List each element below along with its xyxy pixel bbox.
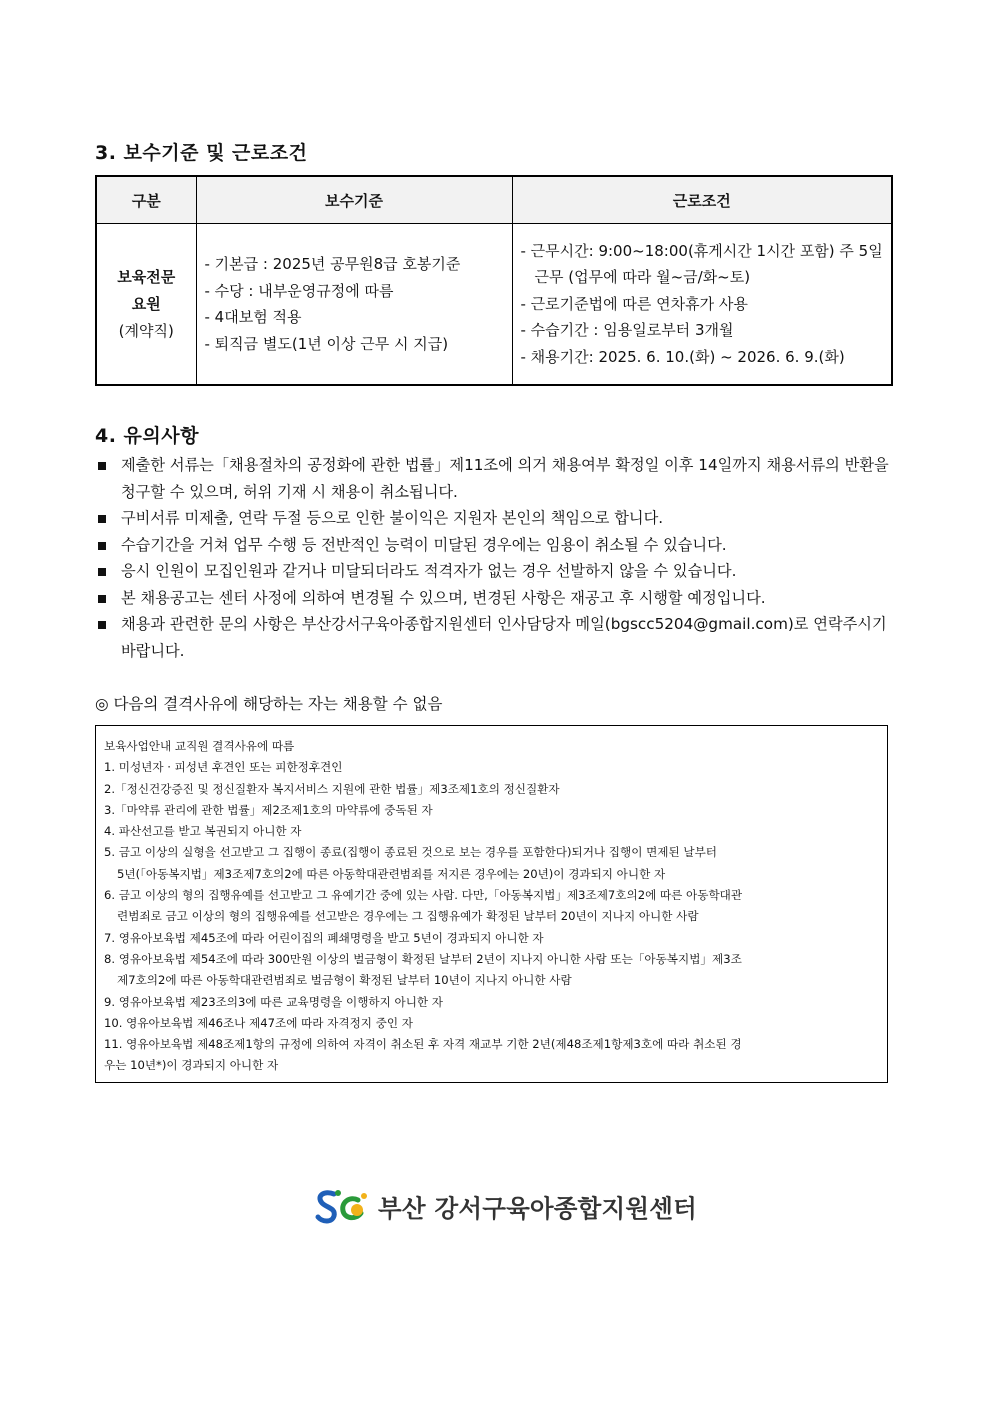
list-item: 제출한 서류는「채용절차의 공정화에 관한 법률」제11조에 의거 채용여부 확정일 이후 14일까지 채용서류의 반환을 청구할 수 있으며, 허위 기재 시 채용이 취소됩니다. bbox=[95, 452, 900, 505]
pay-item: - 퇴직금 별도(1년 이상 근무 시 지급) bbox=[204, 334, 449, 353]
list-item: 응시 인원이 모집인원과 같거나 미달되더라도 적격자가 없는 경우 선발하지 않을 수 있습니다. bbox=[95, 558, 900, 585]
pay-item: - 4대보험 적용 bbox=[204, 308, 302, 326]
disqualify-line: 1. 미성년자 · 피성년 후견인 또는 피한정후견인 bbox=[104, 760, 343, 775]
header-pay: 보수기준 bbox=[196, 176, 512, 224]
disqualify-line: 제7호의2에 따른 아동학대관련범죄로 벌금형이 확정된 날부터 10년이 지나지 아니한 사람 bbox=[117, 973, 572, 988]
disqualify-line: 7. 영유아보육법 제45조에 따라 어린이집의 폐쇄명령을 받고 5년이 경과되지 아니한 자 bbox=[104, 930, 544, 945]
pay-item: - 기본급 : 2025년 공무원8급 호봉기준 bbox=[204, 255, 461, 273]
disqualify-line: 4. 파산선고를 받고 복권되지 아니한 자 bbox=[104, 824, 302, 839]
pay-cell bbox=[196, 224, 512, 386]
square-bullet-icon bbox=[98, 515, 106, 523]
list-item: 채용과 관련한 문의 사항은 부산강서구육아종합지원센터 인사담당자 메일(bgscc5204@gmail.com)로 연락주시기 바랍니다. bbox=[95, 611, 900, 664]
notice-list bbox=[95, 452, 900, 664]
disqualify-line: 우는 10년*)이 경과되지 아니한 자 bbox=[104, 1058, 279, 1073]
sc-logo-icon bbox=[314, 1186, 372, 1228]
disqualify-line: 9. 영유아보육법 제23조의3에 따른 교육명령을 이행하지 아니한 자 bbox=[104, 994, 443, 1009]
work-cell bbox=[512, 224, 892, 386]
disqualify-box bbox=[95, 725, 888, 1083]
disqualify-line: 련범죄로 금고 이상의 형의 집행유예를 선고받은 경우에는 그 집행유예가 확정된 날부터 20년이 지나지 아니한 사람 bbox=[117, 909, 699, 924]
header-category: 구분 bbox=[96, 176, 196, 224]
list-item: 구비서류 미제출, 연락 두절 등으로 인한 불이익은 지원자 본인의 책임으로 합니다. bbox=[95, 505, 900, 532]
role-line2: 요원 bbox=[131, 294, 161, 313]
disqualify-line: 보육사업안내 교직원 결격사유에 따름 bbox=[104, 739, 295, 753]
square-bullet-icon bbox=[98, 621, 106, 629]
section3-title: 3. 보수기준 및 근로조건 bbox=[95, 142, 308, 164]
disqualify-line: 5년(「아동복지법」제3조제7호의2에 따른 아동학대관련범죄를 저지른 경우에는 20년)이 경과되지 아니한 자 bbox=[117, 866, 666, 881]
pay-item: - 수당 : 내부운영규정에 따름 bbox=[204, 281, 394, 300]
disqualify-title: ◎ 다음의 결격사유에 해당하는 자는 채용할 수 없음 bbox=[95, 695, 443, 713]
list-item: 수습기간을 거쳐 업무 수행 등 전반적인 능력이 미달된 경우에는 임용이 취소될 수 있습니다. bbox=[95, 532, 900, 559]
table-row bbox=[96, 224, 892, 386]
work-item: - 근무시간: 9:00~18:00(휴게시간 1시간 포함) 주 5일 근무 (업무에 따라 월~금/화~토) bbox=[520, 241, 883, 287]
disqualify-line: 8. 영유아보육법 제54조에 따라 300만원 이상의 벌금형이 확정된 날부터 2년이 지나지 아니한 사람 또는「아동복지법」제3조 bbox=[104, 951, 742, 966]
square-bullet-icon bbox=[98, 595, 106, 603]
disqualify-line: 2.「정신건강증진 및 정신질환자 복지서비스 지원에 관한 법률」제3조제1호의 정신질환자 bbox=[104, 781, 560, 796]
list-item: 본 채용공고는 센터 사정에 의하여 변경될 수 있으며, 변경된 사항은 재공고 후 시행할 예정입니다. bbox=[95, 585, 900, 612]
disqualify-line: 11. 영유아보육법 제48조제1항의 규정에 의하여 자격이 취소된 후 자격 재교부 기한 2년(제48조제1항제3호에 따라 취소된 경 bbox=[104, 1037, 742, 1052]
org-name: 부산 강서구육아종합지원센터 bbox=[378, 1193, 697, 1223]
work-item: - 수습기간 : 임용일로부터 3개월 bbox=[520, 321, 734, 340]
square-bullet-icon bbox=[98, 542, 106, 550]
role-line3: (계약직) bbox=[118, 321, 174, 340]
work-item: - 채용기간: 2025. 6. 10.(화) ~ 2026. 6. 9.(화) bbox=[520, 347, 845, 366]
section4-title: 4. 유의사항 bbox=[95, 425, 199, 447]
disqualify-line: 5. 금고 이상의 실형을 선고받고 그 집행이 종료(집행이 종료된 것으로 보는 경우를 포함한다)되거나 집행이 면제된 날부터 bbox=[104, 845, 717, 860]
table-header-row bbox=[96, 176, 892, 224]
header-work: 근로조건 bbox=[512, 176, 892, 224]
role-cell bbox=[96, 224, 196, 386]
pay-conditions-table bbox=[95, 175, 893, 386]
footer-logo bbox=[314, 1186, 697, 1228]
role-line1: 보육전문 bbox=[117, 267, 176, 286]
square-bullet-icon bbox=[98, 462, 106, 470]
disqualify-line: 10. 영유아보육법 제46조나 제47조에 따라 자격정지 중인 자 bbox=[104, 1015, 413, 1030]
work-item: - 근로기준법에 따른 연차휴가 사용 bbox=[520, 294, 748, 313]
disqualify-line: 3.「마약류 관리에 관한 법률」제2조제1호의 마약류에 중독된 자 bbox=[104, 802, 433, 817]
disqualify-line: 6. 금고 이상의 형의 집행유예를 선고받고 그 유예기간 중에 있는 사람. 다만,「아동복지법」제3조제7호의2에 따른 아동학대관 bbox=[104, 888, 743, 903]
square-bullet-icon bbox=[98, 568, 106, 576]
